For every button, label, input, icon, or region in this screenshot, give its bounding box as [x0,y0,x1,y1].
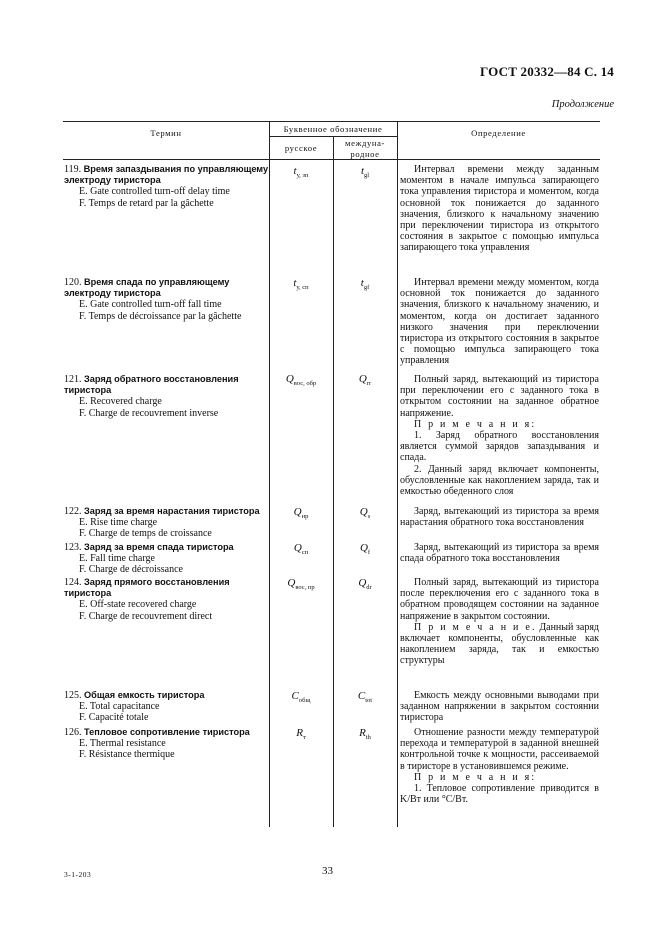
term-french: F. Capacité totale [79,712,149,724]
symbol-int-126: $R_{th}$ [359,727,371,742]
term-123 [64,542,271,576]
definition-124: Полный заряд, вытекающий из тиристора после переключения его с заданного тока в обратном проводящем состоянии на заданное напряжение в закрытом состоянии. П р и м е ч а н и е. Данный заряд включает компоненты, обусловленные как накоплением заряда, так и емкостью структуры [400,577,600,667]
term-english: E. Thermal resistance [79,738,166,750]
term-english: E. Rise time charge [79,517,158,529]
international-subheader-line-1: междуна- [345,138,385,148]
term-english: E. Recovered charge [79,396,162,408]
term-english: E. Off-state recovered charge [79,599,197,611]
term-number: 124. [64,577,82,588]
symbol-int-122: $Q_s$ [359,506,371,521]
term-number: 126. [64,727,82,738]
column-divider-2 [333,136,334,827]
term-column-header: Термин [150,128,182,138]
column-divider-3 [397,121,398,827]
term-title: Тепловое сопротивление тиристора [84,727,250,737]
symbol-int-125: $C_{tot}$ [357,690,373,705]
term-number: 121. [64,374,82,385]
term-number: 120. [64,277,82,288]
term-126 [64,727,271,761]
print-code: 3-1-203 [64,870,92,879]
term-125 [64,690,271,724]
term-title: Время запаздывания по управляющему электроду тиристора [64,164,269,186]
symbol-int-120: $t_{gf}$ [360,277,370,292]
symbol-ru-119: $t_{у, зп}$ [293,165,309,180]
table-top-rule [63,121,600,122]
term-124 [64,577,271,622]
definition-column-header: Определение [471,128,526,138]
symbol-ru-124: $Q_{вос, пр}$ [287,577,315,592]
term-title: Заряд за время нарастания тиристора [84,506,260,516]
term-number: 122. [64,506,82,517]
symbol-int-121: $Q_{rr}$ [358,373,372,388]
term-french: F. Résistance thermique [79,749,175,761]
definition-121: Полный заряд, вытекающий из тиристора при переключении его с заданного тока в открытом состоянии на заданное обратное напряжение. П р и м е ч а н и я: 1. Заряд обратного восстановления является суммой зарядов запаздывания и спада. 2. Данный заряд включает компоненты, обусловленные как накоплением заряда, так и емкостью обеденного слоя [400,374,599,498]
term-french: F. Charge de recouvrement direct [79,610,213,622]
term-number: 123. [64,542,82,553]
note-1: 1. Заряд обратного восстановления является суммой зарядов запаздывания и спада. [400,430,599,464]
note-title: П р и м е ч а н и я: [414,418,537,430]
definition-125: Емкость между основными выводами при заданном напряжении в закрытом состоянии тиристора [400,690,599,724]
term-title: Заряд обратного восстановления тиристора [64,374,239,396]
russian-subheader: русское [284,143,318,153]
standard-header: ГОСТ 20332—84 С. 14 [480,64,614,79]
symbol-ru-126: $R_т$ [296,727,306,742]
symbol-ru-123: $Q_{сп}$ [293,542,309,557]
symbol-int-123: $Q_f$ [359,542,371,557]
term-english: E. Gate controlled turn-off fall time [79,299,222,311]
term-number: 119. [64,164,82,175]
note-1: 1. Тепловое сопротивление приводится в K/Вт или °C/Вт. [400,783,599,806]
symbol-int-124: $Q_{dr}$ [358,577,372,592]
international-subheader [333,138,397,159]
term-french: F. Temps de retard par la gâchette [79,197,214,209]
term-french: F. Charge de recouvrement inverse [79,407,219,419]
symbol-ru-122: $Q_{нр}$ [293,506,309,521]
term-french: F. Charge de décroissance [79,564,183,576]
term-119 [64,164,271,209]
continuation-label: Продолжение [551,99,614,110]
term-title: Общая емкость тиристора [84,690,205,700]
term-french: F. Temps de décroissance par la gâchette [79,310,242,322]
definition-123: Заряд, вытекающий из тиристора за время спада обратного тока восстановления [400,542,599,565]
term-french: F. Charge de temps de croissance [79,528,212,540]
term-120 [64,277,271,322]
symbol-int-119: $t_{gl}$ [360,165,370,180]
definition-122: Заряд, вытекающий из тиристора за время нарастания обратного тока восстановления [400,506,599,529]
term-title: Заряд прямого восстановления тиристора [64,577,230,599]
page-number: 33 [322,865,333,877]
definition-119: Интервал времени между заданным моментом в начале импульса запирающего тока управления тиристора и моментом, когда основной ток понижается до заданного значения, близкого к начальному значению при переключении тиристора из открытого состояния в закрытое с помощью импульса запирающего тока управления [400,164,599,254]
term-122 [64,506,271,540]
definition-126: Отношение разности между температурой перехода и температурой в заданной внешней контрольной точке к мощности, рассеиваемой в тиристоре в установившемся режиме. П р и м е ч а н и я: 1. Тепловое сопротивление приводится в K/Вт или °C/Вт. [400,727,599,806]
term-english: E. Gate controlled turn-off delay time [79,186,230,198]
note-text: Данный заряд включает компоненты, обусловленные как накоплением заряда, так и емкостью структуры [400,621,600,667]
term-number: 125. [64,690,82,701]
term-title: Заряд за время спада тиристора [84,542,234,552]
definition-120: Интервал времени между моментом, когда основной ток понижается до заданного значения, близкого к начальному значению, и моментом, когда он достигает заданного низкого значения при переключении тиристора из открытого состояния в закрытое с помощью импульса запирающего тока управления [400,277,599,367]
term-title: Время спада по управляющему электроду тиристора [64,277,230,299]
note-title: П р и м е ч а н и е. [414,621,537,633]
note-title: П р и м е ч а н и я: [414,771,537,783]
table-header-bottom-rule [63,159,600,160]
term-121 [64,374,271,419]
symbol-ru-120: $t_{у, сп}$ [293,277,309,292]
symbol-ru-121: $Q_{вос, обр}$ [285,373,317,388]
note-2: 2. Данный заряд включает компоненты, обусловленные как накоплением заряда, так и емкостью обеденного слоя [400,463,599,498]
term-english: E. Fall time charge [79,553,155,565]
international-subheader-line-2: родное [350,148,380,159]
note [400,622,599,667]
symbol-ru-125: $C_{общ}$ [291,690,311,705]
term-english: E. Total capacitance [79,701,160,713]
designation-column-header: Буквенное обозначение [283,124,383,134]
